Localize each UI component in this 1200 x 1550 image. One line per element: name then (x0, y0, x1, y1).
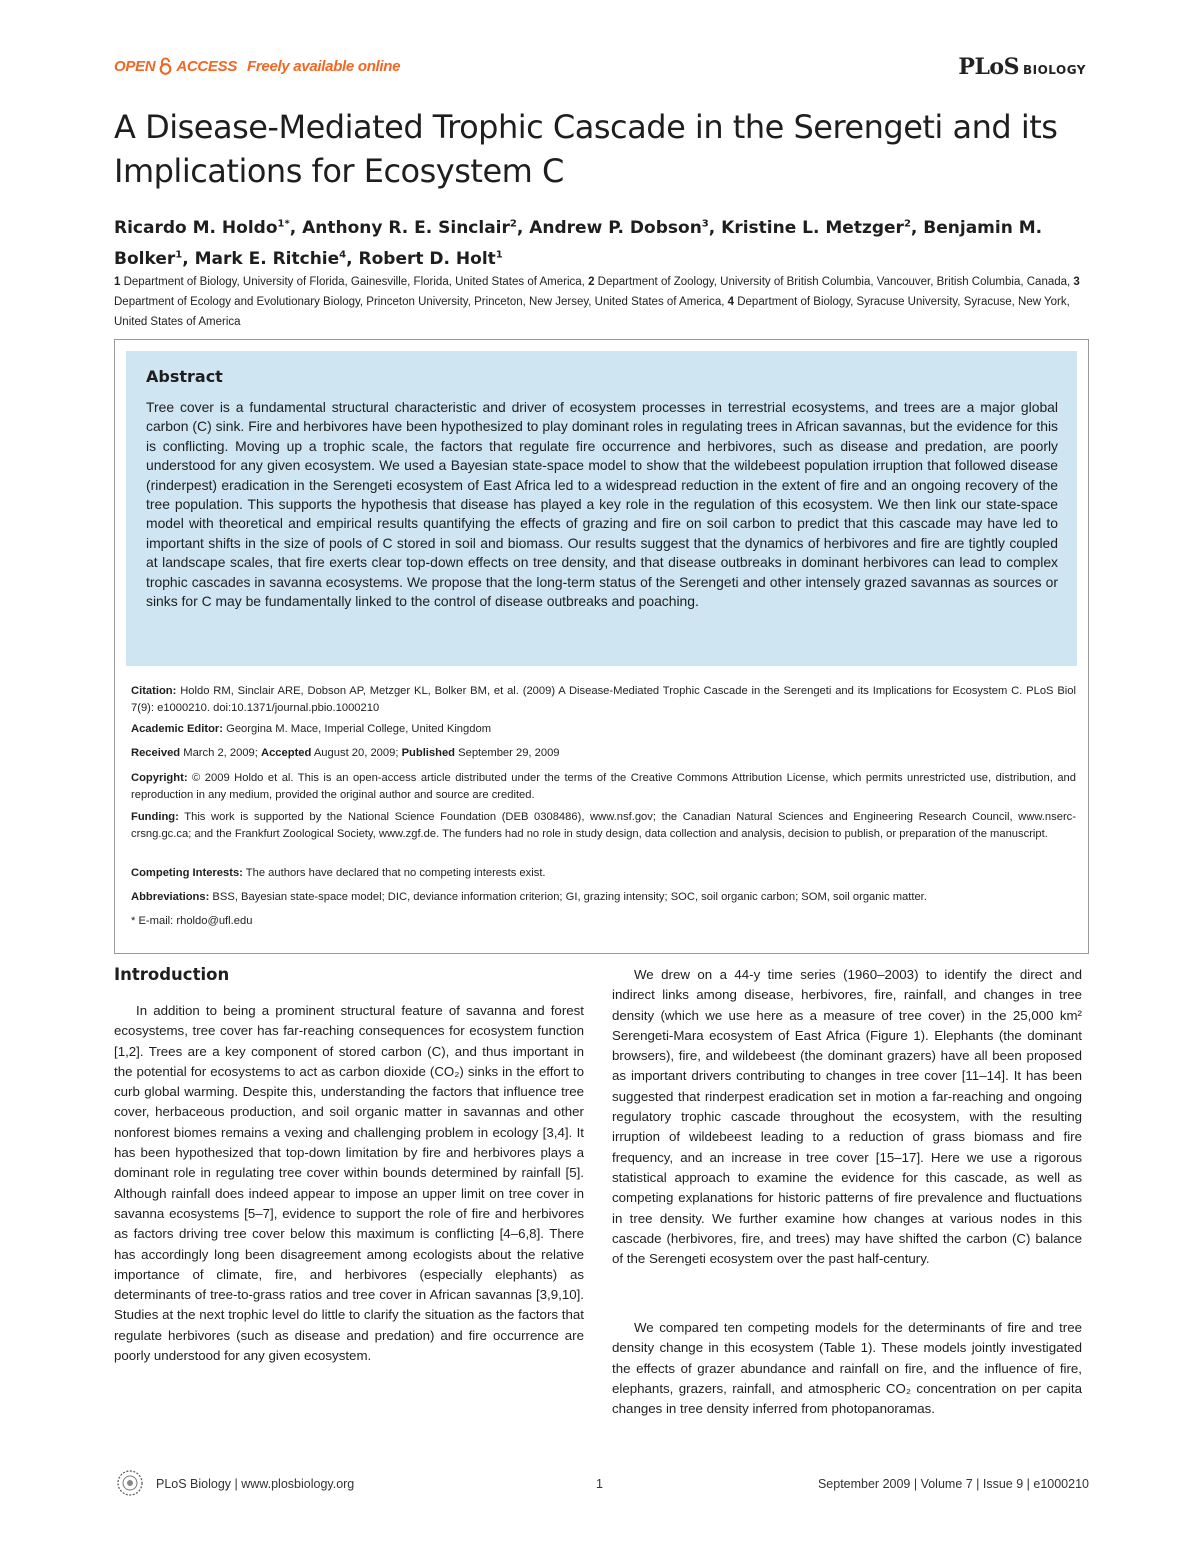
oa-open-text: OPEN (114, 57, 156, 75)
abstract-panel (126, 351, 1077, 666)
abstract-text: Tree cover is a fundamental structural characteristic and driver of ecosystem processes in terrestrial ecosystems, and trees are a major global carbon (C) sink. Fire and herbivores have been hypothesized to play dominant roles in regulating trees in African savannas, but the evidence for this is conflicting. Moving up a trophic scale, the factors that regulate fire occurrence and herbivores, such as disease and predation, are poorly understood for any given ecosystem. We used a Bayesian state-space model to show that the wildebeest population irruption that followed disease (rinderpest) eradication in the Serengeti ecosystem of East Africa led to a widespread reduction in the extent of fire and an ongoing recovery of the tree population. This supports the hypothesis that disease has played a key role in the regulation of this ecosystem. We then link our state-space model with theoretical and empirical results quantifying the effects of grazing and fire on soil carbon to predict that this cascade may have led to important shifts in the size of pools of C stored in soil and biomass. Our results suggest that the dynamics of herbivores and fire are tightly coupled at landscape scales, that fire exerts clear top-down effects on tree density, and that disease outbreaks in dominant herbivores can lead to complex trophic cascades in savanna ecosystems. We propose that the long-term status of the Serengeti and other intensely grazed savannas as sources or sinks for C may be fundamentally linked to the control of disease outbreaks and poaching. (146, 399, 1058, 610)
affiliation-number: 3 (1073, 276, 1080, 288)
author-name: Ricardo M. Holdo (114, 217, 278, 238)
published-label: Published (401, 747, 456, 759)
intro-paragraph-1: In addition to being a prominent structural feature of savanna and forest ecosystems, tree cover has far-reaching consequences for ecosystem function [1,2]. Trees are a key component of stored carbon (C), and thus important in the potential for ecosystems to act as carbon dioxide (CO₂) sinks in the effort to curb global warming. Despite this, understanding the factors that influence tree cover, herbaceous production, and soil organic matter in savannas and other nonforest biomes remains a vexing and challenging problem in ecology [3,4]. It has been hypothesized that top-down limitation by fire and herbivores plays a dominant role in regulating tree cover within bounds determined by rainfall [5]. Although rainfall does indeed appear to impose an upper limit on tree cover in savanna ecosystems [5–7], evidence to support the role of fire and herbivores as factors driving tree cover below this maximum is conflicting [4–6,8]. There has accordingly long been disagreement among ecologists about the relative importance of climate, fire, and herbivores (especially elephants) as determinants of tree-to-grass ratios and tree cover in African savannas [3,9,10]. Studies at the next trophic level do little to clarify the situation as the factors that regulate herbivores (such as disease and predation) and fire occurrence are poorly understood for any given ecosystem. (114, 1003, 584, 1364)
author-list (114, 210, 1084, 273)
affiliation-number: 4 (727, 296, 735, 308)
affiliation-text: Department of Zoology, University of British Columbia, Vancouver, British Columbia, Canada, (594, 276, 1074, 288)
copyright-label: Copyright: (131, 772, 188, 784)
author-name: Robert D. Holt (358, 249, 496, 270)
citation (131, 683, 1076, 717)
email-mark: * (131, 915, 136, 927)
footer-issue: September 2009 | Volume 7 | Issue 9 | e1000210 (817, 1477, 1089, 1491)
funding (131, 809, 1076, 843)
plos-seal-icon (114, 1468, 146, 1498)
author-affiliation-mark: 3 (701, 218, 709, 229)
editor-text: Georgina M. Mace, Imperial College, United Kingdom (223, 723, 492, 735)
abbreviations (131, 889, 1076, 906)
abbrev-text: BSS, Bayesian state-space model; DIC, deviance information criterion; GI, grazing intensity; SOC, soil organic carbon; SOM, soil organic matter. (209, 891, 927, 903)
article-title: A Disease-Mediated Trophic Cascade in the Serengeti and its Implications for Ecosystem C (114, 108, 1058, 190)
abstract-box (114, 339, 1089, 954)
accepted-text: August 20, 2009; (311, 747, 402, 759)
oa-access-text: ACCESS (176, 57, 238, 75)
affiliation-text: Department of Biology, University of Florida, Gainesville, Florida, United States of America, (120, 276, 589, 288)
author-separator: , (910, 217, 924, 238)
academic-editor (131, 721, 1076, 738)
journal-logo (958, 54, 1086, 80)
author-affiliation-mark: 4 (339, 249, 347, 261)
abbrev-label: Abbreviations: (131, 891, 210, 903)
funding-text: This work is supported by the National Science Foundation (DEB 0308486), www.nsf.gov; the Canadian Natural Sciences and Engineering Research Council, www.nserc-crsng.gc.ca; and the Frankfurt Zoological Society, www.zgf.de. The funders had no role in study design, data collection and analysis, decision to publish, or preparation of the manuscript. (131, 811, 1076, 840)
author (302, 218, 529, 238)
footer-journal: PLoS Biology | www.plosbiology.org (156, 1477, 355, 1491)
published-text: September 29, 2009 (455, 747, 560, 759)
affiliation-number: 1 (114, 276, 121, 288)
author-name: Kristine L. Metzger (721, 217, 904, 238)
author-affiliation-mark: 2 (509, 218, 517, 229)
competing-text: The authors have declared that no competing interests exist. (242, 867, 546, 879)
page-footer (114, 1468, 1089, 1498)
author-affiliation-mark: 1 (495, 249, 503, 261)
author-affiliation-mark: 1 (175, 249, 183, 261)
author-affiliation-mark: 1* (277, 218, 290, 229)
author-separator: , (346, 249, 359, 270)
author (529, 218, 721, 238)
citation-text: Holdo RM, Sinclair ARE, Dobson AP, Metzger KL, Bolker BM, et al. (2009) A Disease-Mediated Trophic Cascade in the Serengeti and its Implications for Ecosystem C. PLoS Biol 7(9): e1000210. doi:10.1371/journal.pbio.1000210 (131, 685, 1076, 714)
author-separator: , (516, 217, 530, 238)
author-separator: , (289, 217, 303, 238)
author (721, 218, 923, 238)
author (359, 249, 503, 269)
oa-free-text: Freely available online (247, 57, 401, 75)
affiliation-number: 2 (588, 276, 595, 288)
author-name: Mark E. Ritchie (194, 249, 340, 270)
accepted-label: Accepted (260, 747, 312, 759)
journal-logo-biology: BIOLOGY (1022, 63, 1086, 77)
author-name: Andrew P. Dobson (529, 217, 702, 238)
received-text: March 2, 2009; (180, 747, 261, 759)
affiliations (114, 272, 1089, 332)
citation-label: Citation: (131, 685, 177, 697)
author-name: Benjamin M. Bolker (114, 217, 1043, 270)
author (114, 218, 302, 238)
copyright (131, 770, 1076, 804)
footer-page-number: 1 (596, 1477, 603, 1491)
affiliation-text: Department of Ecology and Evolutionary Biology, Princeton University, Princeton, New Jersey, United States of America, (114, 296, 728, 308)
email (131, 913, 1076, 930)
author-name: Anthony R. E. Sinclair (302, 217, 510, 238)
introduction-heading: Introduction (114, 965, 230, 984)
journal-logo-plos: PLoS (958, 54, 1019, 80)
abstract-heading: Abstract (146, 367, 223, 386)
author-separator: , (182, 249, 195, 270)
author (195, 249, 359, 269)
dates (131, 745, 1076, 762)
author-affiliation-mark: 2 (903, 218, 911, 229)
open-lock-icon (159, 57, 172, 75)
competing-label: Competing Interests: (131, 867, 243, 879)
open-access-badge (114, 57, 400, 75)
author-separator: , (708, 217, 722, 238)
funding-label: Funding: (131, 811, 179, 823)
editor-label: Academic Editor: (131, 723, 224, 735)
intro-paragraph-3: We compared ten competing models for the determinants of fire and tree density change in this ecosystem (Table 1). These models jointly investigated the effects of grazer abundance and rainfall on fire, and the influence of fire, elephants, grazers, rainfall, and atmospheric CO₂ concentration on per capita changes in tree density inferred from photopanoramas. (612, 1320, 1082, 1417)
intro-paragraph-2: We drew on a 44-y time series (1960–2003) to identify the direct and indirect links among disease, herbivores, fire, rainfall, and changes in tree density (which we use here as a measure of tree cover) in the 25,000 km² Serengeti-Mara ecosystem of East Africa (Figure 1). Elephants (the dominant browsers), fire, and wildebeest (the dominant grazers) have all been proposed as important drivers contributing to changes in tree cover [11–14]. It has been suggested that rinderpest eradication set in motion a far-reaching and ongoing regulatory trophic cascade throughout the ecosystem, with the resulting irruption of wildebeest leading to a reduction of grass biomass and fire frequency, and an increase in tree cover [15–17]. Here we use a rigorous statistical approach to examine the evidence for this cascade, as well as competing explanations for historic patterns of fire prevalence and fluctuations in tree density. We further examine how changes at various nodes in this cascade (herbivores, fire, and trees) may have shifted the carbon (C) balance of the Serengeti ecosystem over the past half-century. (612, 967, 1082, 1267)
copyright-text: © 2009 Holdo et al. This is an open-access article distributed under the terms of the Creative Commons Attribution License, which permits unrestricted use, distribution, and reproduction in any medium, provided the original author and source are credited. (131, 772, 1076, 801)
email-text: E-mail: rholdo@ufl.edu (135, 915, 253, 927)
affiliation-text: Department of Biology, Syracuse University, Syracuse, New York, United States of America (114, 296, 1070, 328)
received-label: Received (131, 747, 181, 759)
competing-interests (131, 865, 1076, 882)
